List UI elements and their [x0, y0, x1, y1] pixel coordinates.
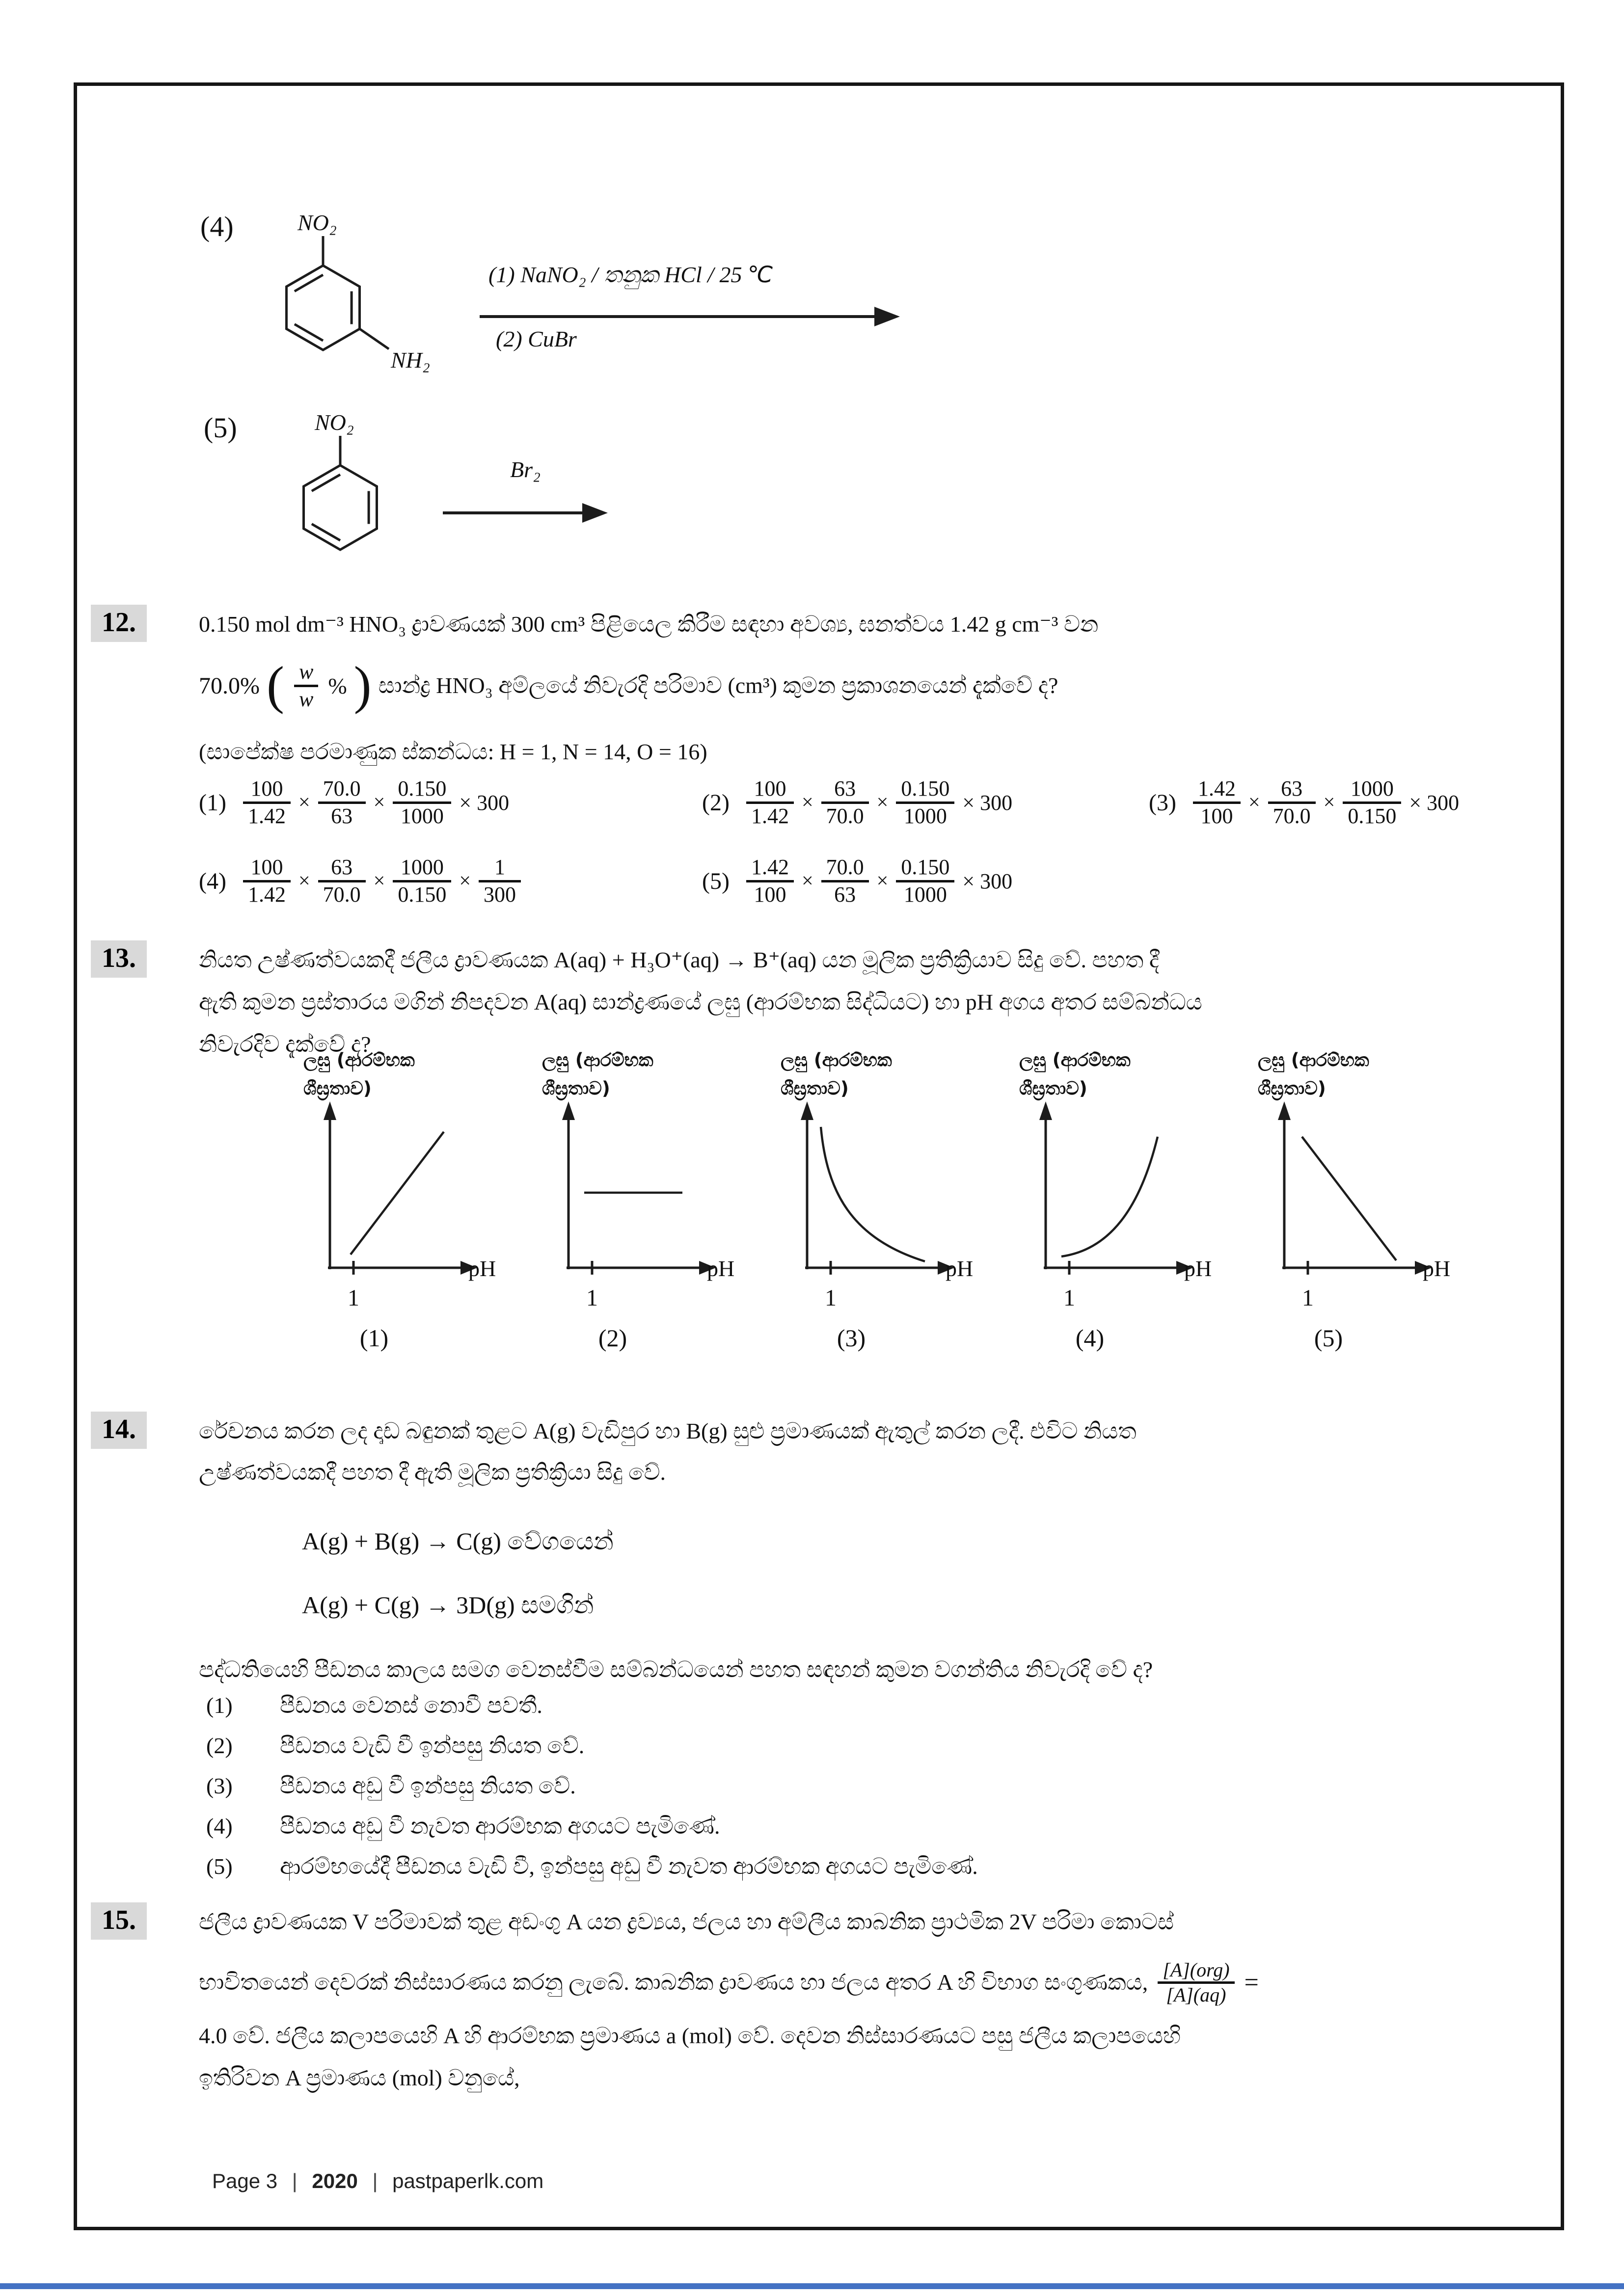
q15-line4: ඉතිරිවන A ප්‍රමාණය (mol) වනුයේ, [199, 2065, 520, 2090]
q12-option-5: (5) 1.42 100 × 70.0 63 × 0.150 1000 × 300 [702, 855, 1013, 907]
double-bond-3 [295, 324, 323, 341]
curve-decreasing-linear [1302, 1137, 1396, 1260]
q14-question: පද්ධතියෙහි පීඩනය කාලය සමග වෙනස්වීම සම්බන්ධයෙන් පහත සඳහන් කුමන වගන්තිය නිවැරදි වේ ද? [199, 1657, 1153, 1682]
arrow-head-icon [874, 307, 900, 326]
q14-option-5: (5) ආරම්භයේදී පීඩනය වැඩි වී, ඉන්පසු අඩු වී නැවත ආරම්භක අගයට පැමිණේ. [206, 1854, 978, 1879]
svg-text:1: 1 [825, 1285, 837, 1311]
q15-line2-text: භාවිතයෙන් දෙවරක් නිස්සාරණය කරනු ලැබේ. කාබනික ද්‍රාවණය හා ජලය අතර A හි විභාග සංගුණකය, [199, 1969, 1148, 1995]
q12-line2 [199, 649, 1058, 722]
benzene-ring [287, 266, 360, 350]
svg-text:pH: pH [946, 1256, 974, 1281]
footer-separator: | [372, 2169, 378, 2192]
graph-4-log-rate-vs-pH [1016, 1044, 1242, 1359]
q14-reaction-2: A(g) + C(g) → 3D(g) සමගින් [302, 1591, 594, 1619]
svg-text:ලඝු (ආරම්භක: ලඝු (ආරම්භක [1019, 1049, 1131, 1070]
svg-text:ශීඝ්‍රතාව): ශීඝ්‍රතාව) [1258, 1078, 1326, 1099]
bond-nh2 [360, 329, 389, 349]
svg-text:(1): (1) [359, 1324, 389, 1352]
y-axis-arrow-icon [562, 1101, 575, 1120]
close-paren: ) [353, 656, 372, 715]
w-over-w-fraction: w w [294, 660, 318, 712]
no2-group-label: NO₂ [315, 410, 354, 435]
double-bond-1 [295, 275, 323, 292]
q15-line2 [199, 1946, 1259, 2019]
partition-coefficient-fraction: [A](org) [A](aq) [1158, 1959, 1234, 2006]
svg-text:ශීඝ්‍රතාව): ශීඝ්‍රතාව) [303, 1078, 372, 1099]
y-axis-arrow-icon [324, 1101, 336, 1120]
q14-option-2: (2) පීඩනය වැඩි වී ඉන්පසු නියත වේ. [206, 1733, 585, 1758]
svg-text:pH: pH [707, 1256, 735, 1281]
q13-number: 13. [91, 940, 147, 978]
q14-option-1: (1) පීඩනය වෙනස් නොවී පවතී. [206, 1693, 542, 1718]
reaction-5-reagent: Br₂ [510, 457, 541, 482]
graph-5-log-rate-vs-pH [1255, 1044, 1481, 1359]
bottom-accent-line [0, 2283, 1624, 2289]
y-axis-arrow-icon [801, 1101, 813, 1120]
svg-text:(3): (3) [837, 1324, 866, 1352]
open-paren: ( [266, 656, 284, 715]
double-bond-3 [312, 524, 340, 541]
q15-line1: ජලීය ද්‍රාවණයක V පරිමාවක් තුළ අඩංගු A යන ද්‍රව්‍යය, ජලය හා අම්ලීය කාබනික ප්‍රාථමික 2V පරිමා කොටස් [199, 1909, 1174, 1934]
percent-sign: % [328, 673, 347, 698]
q14-number: 14. [91, 1412, 147, 1449]
curve-increasing-concave-up [1061, 1137, 1158, 1256]
footer-year: 2020 [312, 2169, 358, 2192]
q14-option-4: (4) පීඩනය අඩු වී නැවත ආරම්භක අගයට පැමිණේ. [206, 1814, 720, 1839]
q14-option-3: (3) පීඩනය අඩු වී ඉන්පසු නියත වේ. [206, 1773, 576, 1798]
q13-line3: නිවැරදිව දැක්වේ ද? [199, 1032, 371, 1057]
q12-atomic-mass-note: (සාපේක්ෂ පරමාණුක ස්කන්ධය: H = 1, N = 14, O = 16) [199, 739, 707, 764]
q12-line2-value: 70.0% [199, 672, 260, 699]
svg-text:ශීඝ්‍රතාව): ශීඝ්‍රතාව) [1019, 1078, 1087, 1099]
q15-line3: 4.0 වේ. ජලීය කලාපයෙහි A හි ආරම්භක ප්‍රමාණය a (mol) වේ. දෙවන නිස්සාරණයට පසු ජලීය කලාපයෙහි [199, 2023, 1181, 2048]
svg-text:ශීඝ්‍රතාව): ශීඝ්‍රතාව) [542, 1078, 610, 1099]
q12-option-1: (1) 100 1.42 × 70.0 63 × 0.150 1000 × 300 [199, 776, 510, 828]
q13-line2: ඇති කුමන ප්‍රස්තාරය මගින් නිපදවන A(aq) සාන්ද්‍රණයේ ලඝු (ආරම්භක සිද්ධියට) හා pH අගය අතර සම්බන්ධය [199, 989, 1202, 1015]
y-axis-arrow-icon [1278, 1101, 1291, 1120]
svg-text:pH: pH [1184, 1256, 1212, 1281]
reaction-arrow-5 [442, 496, 609, 530]
y-axis-arrow-icon [1039, 1101, 1052, 1120]
double-bond-1 [312, 475, 340, 491]
svg-text:ලඝු (ආරම්භක: ලඝු (ආරම්භක [542, 1049, 653, 1070]
q14-reaction-1: A(g) + B(g) → C(g) වේගයෙන් [302, 1527, 614, 1555]
q12-line1: 0.150 mol dm⁻³ HNO₃ ද්‍රාවණයක් 300 cm³ පිළියෙල කිරීම සඳහා අවශ්‍ය, ඝනත්වය 1.42 g cm⁻³ වන [199, 612, 1099, 637]
item-5-label: (5) [204, 412, 237, 444]
benzene-ring [304, 465, 377, 550]
svg-text:ශීඝ්‍රතාව): ශීඝ්‍රතාව) [781, 1078, 849, 1099]
benzene-structure-4 [265, 204, 491, 420]
graph-3-log-rate-vs-pH [778, 1044, 1003, 1359]
svg-text:ලඝු (ආරම්භක: ලඝු (ආරම්භක [303, 1049, 415, 1070]
arrow-head-icon [582, 503, 608, 523]
reaction-4-conditions-bottom: (2) CuBr [496, 326, 577, 351]
svg-text:(4): (4) [1075, 1324, 1105, 1352]
svg-text:(2): (2) [598, 1324, 627, 1352]
svg-text:1: 1 [586, 1285, 598, 1311]
curve-decreasing-decay [821, 1127, 925, 1261]
reaction-4-conditions-top: (1) NaNO₂ / තනුක HCl / 25 ℃ [488, 262, 773, 287]
footer-page-label: Page 3 [212, 2169, 278, 2192]
q12-number: 12. [91, 605, 147, 642]
svg-text:ලඝු (ආරම්භක: ලඝු (ආරම්භක [1258, 1049, 1369, 1070]
q14-line2: උෂ්ණත්වයකදී පහත දී ඇති මූලික ප්‍රතික්‍රියා සිදු වේ. [199, 1460, 666, 1485]
q12-line2-rest: සාන්ද්‍ර HNO₃ අම්ලයේ නිවැරදි පරිමාව (cm³) කුමන ප්‍රකාශනයෙන් දැක්වේ ද? [378, 672, 1058, 698]
graph-1-log-rate-vs-pH [300, 1044, 526, 1359]
svg-text:1: 1 [1063, 1285, 1075, 1311]
q12-option-4: (4) 100 1.42 × 63 70.0 × 1000 0.150 × 1 300 [199, 855, 524, 907]
footer-site: pastpaperlk.com [392, 2169, 544, 2192]
page-footer [212, 2169, 543, 2193]
q12-option-3: (3) 1.42 100 × 63 70.0 × 1000 0.150 × 300 [1149, 776, 1460, 828]
svg-text:ලඝු (ආරම්භක: ලඝු (ආරම්භක [781, 1049, 892, 1070]
benzene-structure-5 [282, 403, 430, 619]
graph-2-log-rate-vs-pH [539, 1044, 765, 1359]
q14-line1: රේචනය කරන ලද දෘඩ බඳුනක් තුළට A(g) වැඩිපුර හා B(g) සුළු ප්‍රමාණයක් ඇතුල් කරන ලදී. එවිට නියත [199, 1418, 1137, 1443]
item-4-label: (4) [200, 211, 234, 242]
svg-text:pH: pH [1423, 1256, 1451, 1281]
nh2-group-label: NH₂ [391, 347, 430, 373]
svg-text:1: 1 [348, 1285, 359, 1311]
curve-increasing-linear [351, 1132, 444, 1255]
q13-line1: නියත උෂ්ණත්වයකදී ජලීය ද්‍රාවණයක A(aq) + H₃O⁺(aq) → B⁺(aq) යන මූලික ප්‍රතික්‍රියාව සිදු වේ. පහත දී [199, 947, 1160, 972]
svg-text:1: 1 [1302, 1285, 1314, 1311]
svg-text:(5): (5) [1314, 1324, 1343, 1352]
no2-group-label: NO₂ [298, 210, 337, 235]
q15-number: 15. [91, 1902, 147, 1940]
equals-sign: = [1244, 1968, 1259, 1997]
svg-text:pH: pH [468, 1256, 496, 1281]
q12-option-2: (2) 100 1.42 × 63 70.0 × 0.150 1000 × 300 [702, 776, 1013, 828]
footer-separator: | [292, 2169, 298, 2192]
